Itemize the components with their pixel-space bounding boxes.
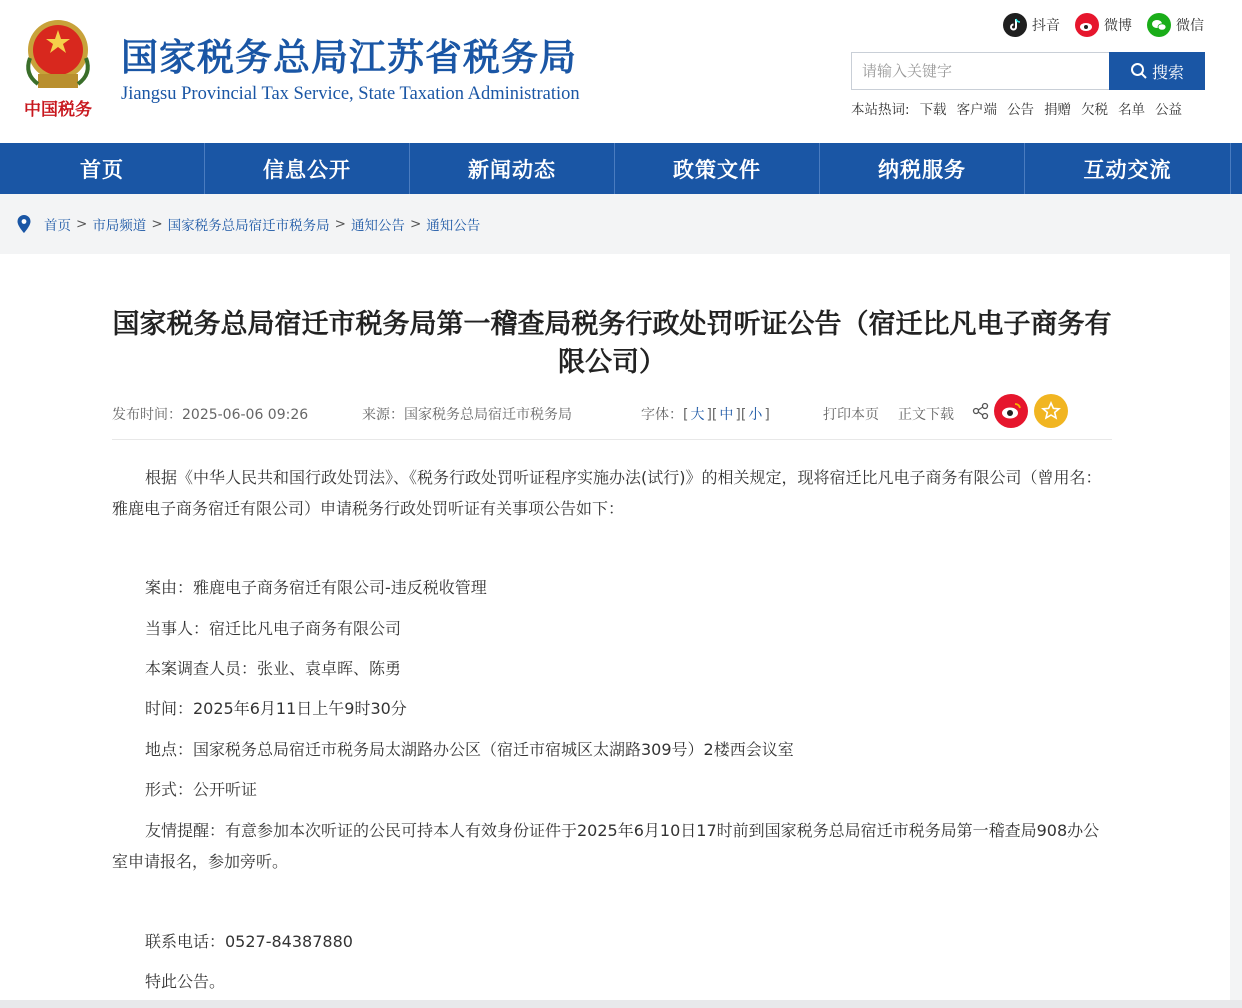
font-size-small[interactable]: 小 (748, 407, 763, 423)
weibo-label: 微博 (1104, 18, 1132, 34)
location-pin-icon (16, 214, 32, 234)
article-paragraph: 根据《中华人民共和国行政处罚法》、《税务行政处罚听证程序实施办法(试行)》的相关规定，现将宿迁比凡电子商务有限公司（曾用名：雅鹿电子商务宿迁有限公司）申请税务行政处罚听证有关事项公告如下： (112, 468, 1102, 518)
font-size-medium[interactable]: 中 (719, 407, 734, 423)
wechat-icon (1147, 13, 1171, 37)
search-button[interactable] (1109, 52, 1205, 90)
douyin-icon (1003, 13, 1027, 37)
share-icon[interactable] (972, 402, 990, 424)
breadcrumb-link[interactable]: 市局频道 (92, 218, 147, 234)
hot-words (851, 98, 1192, 118)
breadcrumb-separator: > (334, 216, 346, 232)
site-title: 国家税务总局江苏省税务局 (121, 36, 577, 79)
site-subtitle-en: Jiangsu Provincial Tax Service, State Taxation Administration (121, 84, 580, 104)
horizontal-scrollbar-track[interactable] (0, 1000, 1242, 1008)
wechat-link[interactable] (1147, 12, 1204, 38)
font-size-large[interactable]: 大 (690, 407, 705, 423)
article-paragraph: 联系电话：0527-84387880 (145, 932, 353, 951)
download-button[interactable]: 正文下载 (898, 407, 954, 423)
douyin-label: 抖音 (1032, 18, 1060, 34)
article-paragraph: 本案调查人员：张业、袁卓晖、陈勇 (145, 659, 402, 678)
wechat-label: 微信 (1176, 18, 1204, 34)
article-paragraph: 形式：公开听证 (145, 780, 258, 799)
hot-word-link[interactable]: 捐赠 (1044, 102, 1072, 118)
hot-word-link[interactable]: 公益 (1155, 102, 1183, 118)
breadcrumb-separator: > (151, 216, 163, 232)
article-paragraph: 地点：国家税务总局宿迁市税务局太湖路办公区（宿迁市宿城区太湖路309号）2楼西会议室 (145, 740, 794, 759)
article-paragraph: 案由：雅鹿电子商务宿迁有限公司-违反税收管理 (145, 578, 487, 597)
nav-item-tax-service[interactable]: 纳税服务 (820, 143, 1025, 194)
publish-time: 发布时间：2025-06-06 09:26 (112, 407, 309, 423)
hot-word-link[interactable]: 欠税 (1081, 102, 1109, 118)
breadcrumb-link[interactable]: 通知公告 (426, 218, 481, 234)
article-meta (112, 400, 1112, 440)
favorite-star-icon[interactable] (1034, 394, 1068, 428)
breadcrumb-link[interactable]: 首页 (44, 218, 71, 234)
main-nav (0, 143, 1242, 194)
breadcrumb-link[interactable]: 通知公告 (350, 218, 405, 234)
font-size-control: 字体：[ 大 ][ 中 ][ 小 ] (641, 407, 770, 423)
breadcrumb-separator: > (76, 216, 88, 232)
search-button-label: 搜索 (1151, 62, 1184, 82)
hot-word-link[interactable]: 公告 (1007, 102, 1035, 118)
breadcrumb-separator: > (409, 216, 422, 232)
breadcrumb-link[interactable]: 国家税务总局宿迁市税务局 (167, 218, 330, 234)
search-input[interactable] (851, 52, 1109, 90)
print-button[interactable]: 打印本页 (823, 407, 879, 423)
hot-word-link[interactable]: 下载 (919, 102, 947, 118)
article-paragraph: 时间：2025年6月11日上午9时30分 (145, 699, 407, 718)
nav-item-news[interactable]: 新闻动态 (410, 143, 615, 194)
search-icon (1130, 62, 1148, 80)
nav-item-policy[interactable]: 政策文件 (615, 143, 820, 194)
nav-item-home[interactable]: 首页 (0, 143, 205, 194)
font-size-label: 字体： (641, 407, 683, 423)
hot-word-link[interactable]: 名单 (1118, 102, 1146, 118)
share-weibo-icon[interactable] (994, 394, 1028, 428)
douyin-link[interactable] (1003, 12, 1060, 38)
article-title: 国家税务总局宿迁市税务局第一稽查局税务行政处罚听证公告（宿迁比凡电子商务有限公司） (112, 309, 1112, 378)
nav-item-interaction[interactable]: 互动交流 (1025, 143, 1231, 194)
breadcrumb (0, 194, 1242, 254)
site-header (0, 0, 1242, 143)
svg-text:中国税务: 中国税务 (24, 100, 92, 120)
article-paragraph: 当事人：宿迁比凡电子商务有限公司 (145, 619, 402, 638)
article-source: 来源：国家税务总局宿迁市税务局 (362, 407, 572, 423)
weibo-icon (1075, 13, 1099, 37)
nav-item-info-disclosure[interactable]: 信息公开 (205, 143, 410, 194)
weibo-link[interactable] (1075, 12, 1132, 38)
article-paragraph: 特此公告。 (145, 972, 226, 991)
hot-words-label: 本站热词: (851, 102, 910, 118)
hot-word-link[interactable]: 客户端 (956, 102, 998, 118)
tax-emblem-logo[interactable] (18, 14, 100, 122)
article-paragraph: 友情提醒：有意参加本次听证的公民可持本人有效身份证件于2025年6月10日17时前到国家税务总局宿迁市税务局第一稽查局908办公室申请报名，参加旁听。 (112, 821, 1100, 871)
